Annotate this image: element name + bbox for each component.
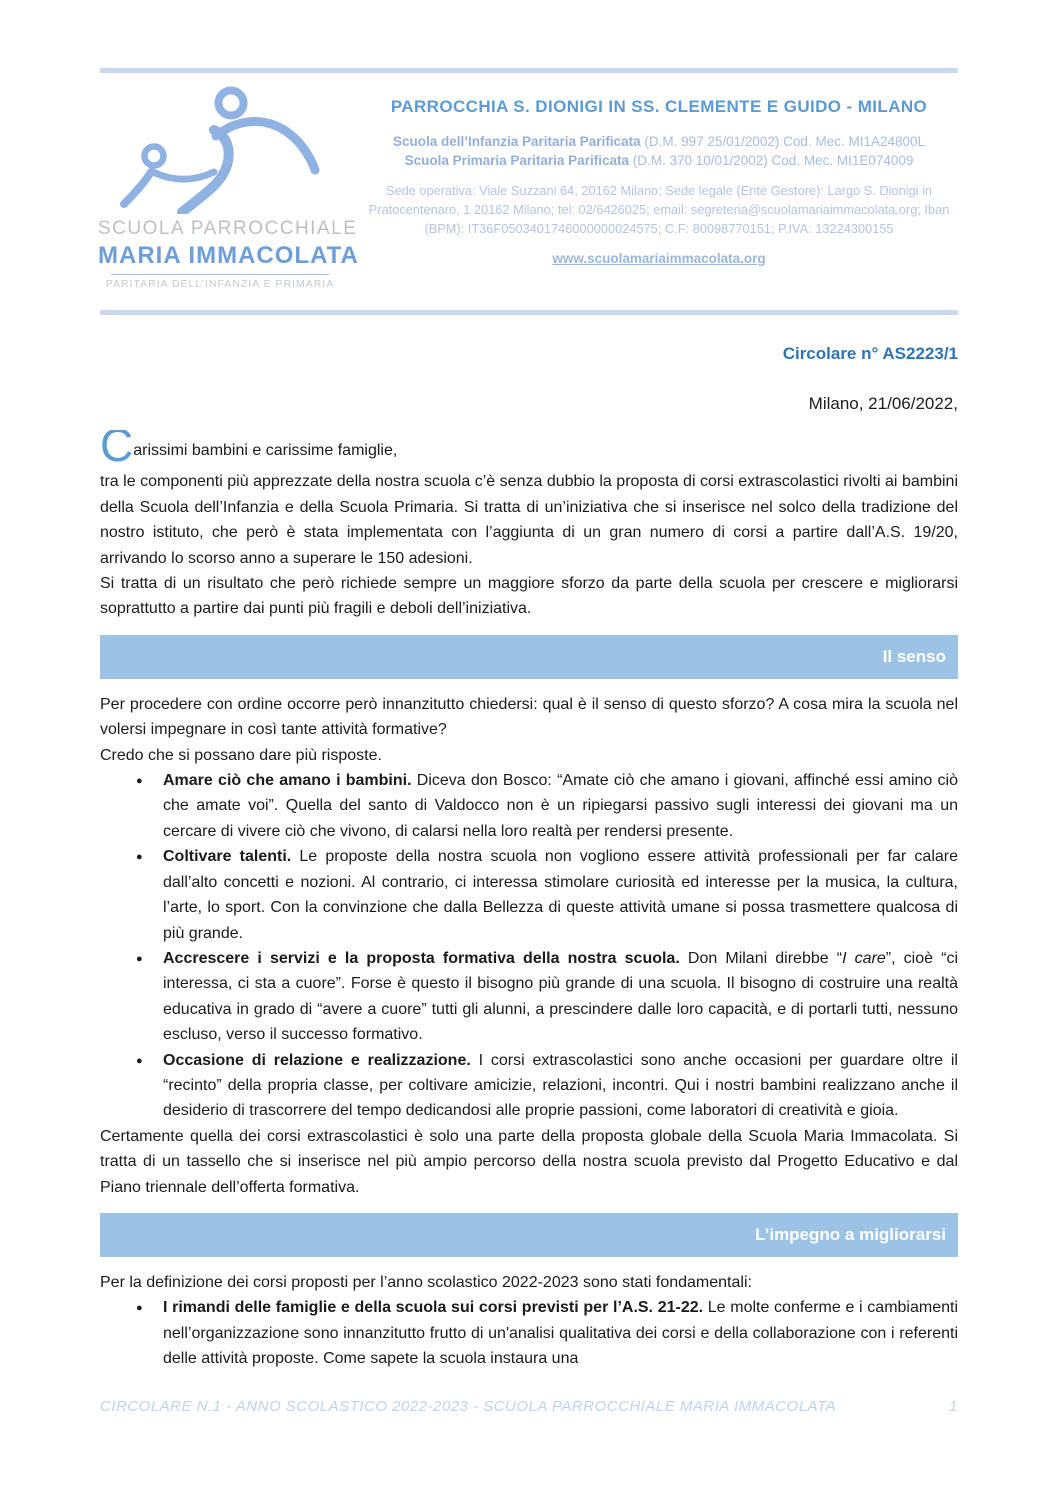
two-stylized-people-icon	[110, 86, 330, 214]
page-footer	[100, 1398, 958, 1415]
infanzia-details: (D.M. 997 25/01/2002) Cod. Mec. MI1A24800L	[640, 134, 926, 149]
infanzia-line	[360, 132, 958, 151]
list-item	[163, 844, 958, 946]
letterhead	[360, 96, 958, 266]
logo-school-name: MARIA IMMACOLATA	[98, 242, 359, 269]
list-item	[163, 768, 958, 844]
paragraph-question: Per procedere con ordine occorre però innanzitutto chiedersi: qual è il senso di questo sforzo? A cosa mira la scuola nel volersi impegnare in così tante attività formative?	[100, 695, 958, 739]
logo-underline	[111, 274, 329, 275]
section-header-il-senso: Il senso	[100, 635, 958, 679]
infanzia-name: Scuola dell’Infanzia Paritaria Parificata	[392, 134, 641, 149]
school-accreditations	[360, 132, 958, 170]
bullet-italic: I care	[842, 949, 886, 967]
website-link[interactable]: www.scuolamariaimmacolata.org	[552, 251, 766, 266]
header-divider	[100, 310, 958, 315]
bullet-lead: Occasione di relazione e realizzazione.	[163, 1051, 471, 1069]
drop-cap: C	[100, 430, 134, 471]
section-header-impegno: L’impegno a migliorarsi	[100, 1213, 958, 1257]
bullet-body: Diceva don Bosco: “Amate ciò che amano i giovani, affinché essi amino ciò che amate voi”. Quella del santo di Valdocco non è un ripiegarsi passivo sugli interessi dei giovani ma un cercare di vivere ciò che vivono, di calarsi nella loro realtà per rendersi presente.	[163, 772, 958, 840]
paragraph-answers: Credo che si possano dare più risposte.	[100, 746, 382, 764]
dateline: Milano, 21/06/2022,	[808, 394, 958, 413]
bullet-lead: I rimandi delle famiglie e della scuola sui corsi previsti per l’A.S. 21-22.	[163, 1299, 704, 1317]
bullet-lead: Amare ciò che amano i bambini.	[163, 772, 412, 790]
list-item	[163, 1295, 958, 1371]
reasons-list	[100, 768, 958, 1124]
top-divider	[100, 68, 958, 73]
parish-title: PARROCCHIA S. DIONIGI IN SS. CLEMENTE E GUIDO - MILANO	[390, 97, 928, 116]
page-number: 1	[949, 1398, 958, 1415]
bullet-lead: Accrescere i servizi e la proposta formativa della nostra scuola.	[163, 949, 680, 967]
bullet-body: Le proposte della nostra scuola non vogliono essere attività professionali per far calare dall’alto concetti e nozioni. Al contrario, ci interessa stimolare curiosità ed interesse per la musica, la cultura, l’arte, lo sport. Con la convinzione che dalla Bellezza di queste attività umane si possa trasmettere qualcosa di più grande.	[163, 848, 958, 942]
school-logo	[98, 86, 359, 290]
logo-school-subtitle: PARITARIA DELL’INFANZIA E PRIMARIA	[105, 278, 335, 290]
primaria-line	[360, 151, 958, 170]
list-item	[163, 946, 958, 1048]
school-address: Sede operativa: Viale Suzzani 64, 20162 Milano; Sede legale (Ente Gestore): Largo S. Dionigi in Pratocentenaro, 1 20162 Milano; tel: 02/6426025; email: segreteria@scuolamariaimmacolata.org; Iban (BPM): IT36F0503401746000000024575; C.F: 80098770151; P.IVA: 13224300155	[368, 183, 950, 236]
logo-school-type: SCUOLA PARROCCHIALE	[98, 218, 358, 239]
paragraph-certamente: Certamente quella dei corsi extrascolastici è solo una parte della proposta globale della Scuola Maria Immacolata. Si tratta di un tassello che si inserisce nel più ampio percorso della nostra scuola previsto dal Progetto Educativo e dal Piano triennale dell’offerta formativa.	[100, 1127, 958, 1196]
paragraph-intro: tra le componenti più apprezzate della nostra scuola c’è senza dubbio la proposta di corsi extrascolastici rivolti ai bambini della Scuola dell’Infanzia e della Scuola Primaria. Si tratta di un’iniziativa che si inserisce nel solco della tradizione del nostro istituto, che però è stata implementata con l’aggiunta di un gran numero di corsi a partire dall’A.S. 19/20, arrivando lo scorso anno a superare le 150 adesioni.	[100, 473, 958, 567]
improvements-list	[100, 1295, 958, 1371]
list-item	[163, 1048, 958, 1124]
bullet-body: I corsi extrascolastici sono anche occasioni per guardare oltre il “recinto” della propria classe, per coltivare amicizie, relazioni, incontri. Qui i nostri bambini realizzano anche il desiderio di trascorrere del tempo dedicandosi alle proprie passioni, come laboratori di creatività e gioia.	[163, 1051, 958, 1120]
bullet-lead: Coltivare talenti.	[163, 848, 292, 866]
circular-number: Circolare n° AS2223/1	[782, 344, 958, 363]
salutation-text: arissimi bambini e carissime famiglie,	[133, 442, 398, 459]
document-body	[100, 430, 958, 1396]
bullet-body: Don Milani direbbe “	[679, 949, 843, 967]
footer-text: CIRCOLARE N.1 - ANNO SCOLASTICO 2022-2023 - SCUOLA PARROCCHIALE MARIA IMMACOLATA	[100, 1398, 836, 1415]
paragraph-result: Si tratta di un risultato che però richiede sempre un maggiore sforzo da parte della scuola per crescere e migliorarsi soprattutto a partire dai punti più fragili e deboli dell’iniziativa.	[100, 575, 958, 618]
primaria-details: (D.M. 370 10/01/2002) Cod. Mec. MI1E074009	[628, 153, 914, 168]
website-line	[360, 251, 958, 266]
paragraph-definizione: Per la definizione dei corsi proposti per l’anno scolastico 2022-2023 sono stati fondamentali:	[100, 1273, 752, 1291]
bullet-body: ”, cioè “ci interessa, ci sta a cuore”. Forse è questo il bisogno più grande di una scuola. Il bisogno di costruire una realtà educativa in grado di “avere a cuore” tutti gli alunni, a prescindere dalle loro capacità, e di portarli tutti, nessuno escluso, verso il successo formativo.	[163, 949, 958, 1044]
bullet-body: Le molte conferme e i cambiamenti nell’organizzazione sono innanzitutto frutto di un'analisi qualitativa dei corsi e della collaborazione con i referenti delle attività proposte. Come sapete la scuola instaura una	[163, 1299, 958, 1368]
primaria-name: Scuola Primaria Paritaria Parificata	[404, 153, 629, 168]
salutation	[100, 430, 958, 471]
